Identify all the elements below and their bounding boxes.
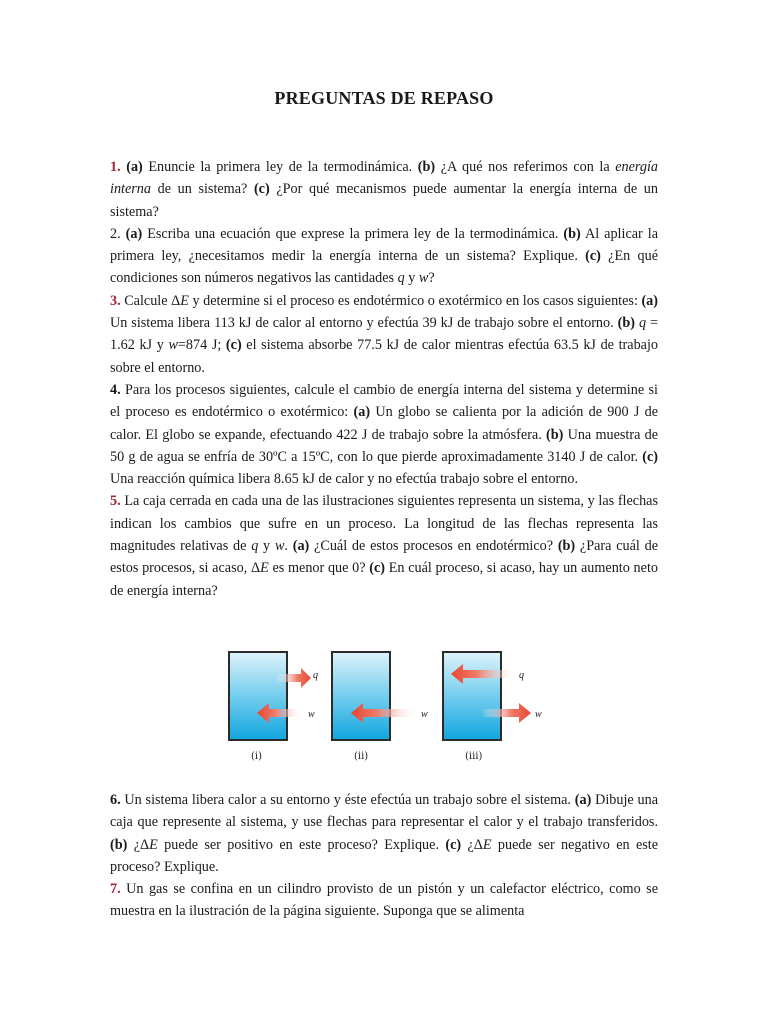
question-text: Al aplicar la primera ley, ¿necesitamos medir la energía interna de un sistema? Explique.	[110, 225, 659, 265]
system-box-iii	[443, 652, 501, 740]
italic-term: w	[418, 270, 429, 287]
part-marker: (b)	[557, 538, 576, 555]
questions-block-bottom	[110, 789, 658, 923]
italic-term: E	[482, 836, 492, 853]
question-text: .	[284, 538, 293, 555]
panel-iii	[443, 652, 542, 762]
part-marker: (c)	[585, 248, 601, 265]
question-text: y	[258, 538, 275, 555]
question-2	[110, 223, 658, 290]
question-text: ¿A qué nos referimos con la	[435, 159, 616, 175]
energy-arrows-diagram	[215, 648, 565, 768]
question-number: 3.	[110, 292, 121, 309]
italic-term: E	[180, 292, 189, 309]
italic-term: q	[638, 315, 647, 332]
question-text: Una reacción química libera 8.65 kJ de calor y no efectúa trabajo sobre el entorno.	[110, 471, 578, 488]
italic-term: E	[149, 836, 158, 853]
question-7	[110, 878, 658, 923]
question-text: ¿Δ	[461, 836, 483, 853]
italic-term: E	[260, 560, 269, 577]
question-text: ?	[428, 270, 435, 287]
question-text: y determine si el proceso es endotérmico o exotérmico en los casos siguientes:	[188, 292, 642, 309]
italic-term: energía interna	[110, 159, 659, 198]
label-w-iii: w	[535, 709, 542, 720]
caption-iii: (iii)	[465, 751, 483, 762]
question-text: Escriba una ecuación que exprese la primera ley de la termodinámica.	[142, 225, 564, 242]
caption-i: (i)	[251, 751, 263, 762]
question-number: 1.	[110, 159, 121, 175]
question-number: 6.	[110, 792, 121, 808]
question-number: 4.	[110, 381, 121, 398]
italic-term: q	[397, 270, 405, 287]
page-title: PREGUNTAS DE REPASO	[274, 88, 494, 108]
question-text: Una muestra de 50 g de agua se enfría de 30ºC a 15ºC, con lo que pierde aproximadamente 3140 J de calor.	[110, 426, 658, 465]
part-marker: (b)	[563, 225, 581, 242]
part-marker: (c)	[642, 448, 658, 465]
question-text: Para los procesos siguientes, calcule el cambio de energía interna del sistema y determine si el proceso es endotérmico o exotérmico:	[110, 381, 658, 421]
label-q-iii: q	[519, 670, 524, 681]
question-number: 5.	[110, 493, 121, 510]
question-3	[110, 290, 658, 379]
question-text: el sistema absorbe 77.5 kJ de calor mientras efectúa 63.5 kJ de trabajo sobre el entorno.	[110, 337, 658, 376]
question-text: ¿Cuál de estos procesos en endotérmico?	[309, 538, 558, 555]
question-4	[110, 379, 658, 490]
question-text: de un sistema?	[150, 181, 254, 198]
part-marker: (c)	[445, 836, 462, 853]
part-marker: (a)	[126, 159, 143, 175]
question-text: Dibuje una caja que represente al sistema, y use flechas para representar el calor y el trabajo transferidos.	[110, 792, 658, 831]
part-marker: (a)	[574, 792, 592, 808]
question-number: 7.	[110, 881, 121, 898]
italic-term: w	[274, 538, 285, 555]
part-marker: (a)	[125, 225, 143, 242]
part-marker: (c)	[225, 337, 242, 354]
question-text: y	[404, 270, 419, 287]
question-1	[110, 156, 658, 223]
question-text: Un globo se calienta por la adición de 900 J de calor. El globo se expande, efectuando 422 J de trabajo sobre la atmósfera.	[110, 404, 658, 443]
italic-term: w	[168, 337, 178, 354]
question-text: puede ser negativo en este proceso? Explique.	[110, 836, 659, 875]
question-text: ¿Δ	[127, 836, 150, 853]
question-text: =874 J;	[177, 337, 226, 354]
system-box-ii	[332, 652, 390, 740]
question-text: Enuncie la primera ley de la termodinámica.	[142, 159, 418, 175]
question-text: Un gas se confina en un cilindro provisto de un pistón y un calefactor eléctrico, como se muestra en la ilustración de la página siguiente. Suponga que se alimenta	[110, 881, 658, 920]
part-marker: (b)	[110, 836, 128, 853]
question-text: Un sistema libera calor a su entorno y éste efectúa un trabajo sobre el sistema.	[120, 792, 575, 808]
question-text: La caja cerrada en cada una de las ilustraciones siguientes representa un sistema, y las flechas indican los cambios que sufre en un proceso. La longitud de las flechas representa las magnitudes relativas de	[110, 493, 658, 555]
question-text: Calcule Δ	[120, 292, 181, 309]
question-text: Un sistema libera 113 kJ de calor al entorno y efectúa 39 kJ de trabajo sobre el entorno.	[110, 315, 618, 332]
part-marker: (c)	[369, 560, 386, 577]
question-text: ¿En qué condiciones son números negativos las cantidades	[110, 248, 658, 287]
questions-block-top	[110, 156, 658, 602]
question-number: 2.	[110, 225, 121, 242]
part-marker: (b)	[617, 315, 635, 332]
part-marker: (b)	[417, 159, 436, 175]
question-text: En cuál proceso, si acaso, hay un aumento neto de energía interna?	[110, 560, 658, 599]
part-marker: (a)	[641, 292, 658, 309]
system-boxes-figure	[215, 648, 565, 768]
part-marker: (c)	[253, 181, 270, 198]
question-text: ¿Por qué mecanismos puede aumentar la energía interna de un sistema?	[110, 181, 658, 220]
part-marker: (a)	[292, 538, 310, 555]
panel-ii	[332, 652, 428, 762]
part-marker: (b)	[546, 426, 564, 443]
label-w-ii: w	[421, 709, 428, 720]
caption-ii: (ii)	[354, 751, 369, 762]
question-text: = 1.62 kJ y	[110, 315, 658, 354]
question-6	[110, 789, 658, 878]
italic-term: q	[251, 538, 259, 555]
question-text: es menor que 0?	[268, 560, 370, 577]
label-w-i: w	[308, 709, 315, 720]
question-text: ¿Para cuál de estos procesos, si acaso, Δ	[110, 538, 659, 577]
label-q-i: q	[313, 670, 318, 681]
panel-i	[229, 652, 318, 762]
part-marker: (a)	[353, 404, 371, 421]
question-5	[110, 490, 658, 601]
system-box-i	[229, 652, 287, 740]
question-text: puede ser positivo en este proceso? Explique.	[157, 836, 446, 853]
